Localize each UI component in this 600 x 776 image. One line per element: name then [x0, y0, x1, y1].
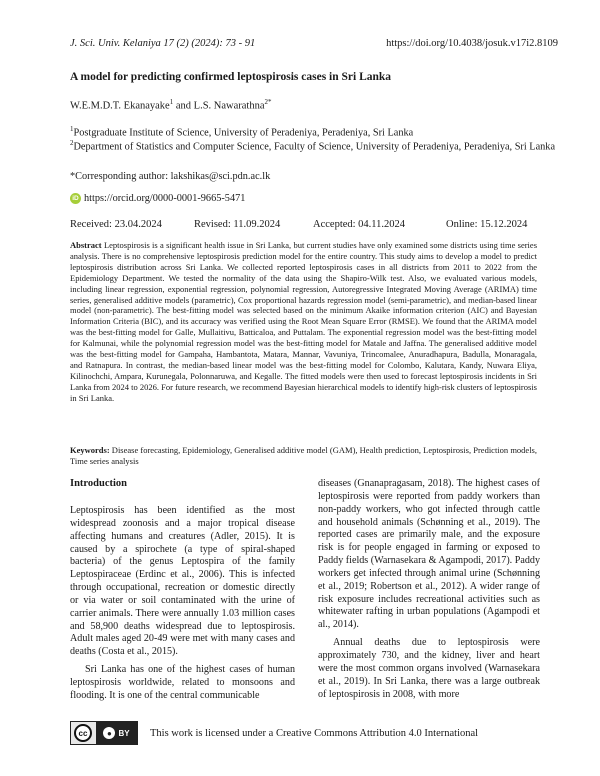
paragraph: Leptospirosis has been identified as the most widespread zoonosis and a major tropical disease affecting humans and creatures (Adler, 2015). It is caused by a spirochete (a type of spiral-shaped bacteria) of the genus Leptospira of the family Leptospiraceae (Erdinc et al., 2006). This is infected through occupational, recreation or domestic directly or via water or soil contaminated with the urine of carrier animals. There were annually 1.03 million cases and 58,900 deaths widespread due to leptospirosis. Adult males aged 20-49 were met with many cases and deaths (Costa et al., 2015).	[70, 505, 295, 658]
paragraph: Annual deaths due to leptospirosis were approximately 730, and the kidney, liver and heart were the most common organs involved (Warnasekara et al., 2019). In Sri Lanka, there was a large outbreak of leptospirosis in 2008, with more	[318, 637, 540, 700]
license-text: This work is licensed under a Creative Commons Attribution 4.0 International	[150, 727, 479, 739]
date-accepted: Accepted: 04.11.2024	[313, 219, 406, 230]
attribution-icon	[96, 722, 137, 744]
by-label: BY	[118, 728, 130, 738]
author-name: W.E.M.D.T. Ekanayake	[70, 100, 170, 112]
author-connector: and	[173, 100, 194, 112]
abstract	[70, 240, 537, 404]
date-online: Online: 15.12.2024	[446, 219, 528, 230]
orcid-link[interactable]	[70, 193, 245, 204]
affiliation-mark: 1	[70, 125, 74, 133]
journal-citation: J. Sci. Univ. Kelaniya 17 (2) (2024): 73 - 91	[70, 38, 256, 49]
author-affiliation-mark: 1	[169, 98, 174, 106]
person-icon: ●	[103, 727, 115, 739]
paragraph: diseases (Gnanapragasam, 2018). The highest cases of leptospirosis were reported from paddy workers than non-paddy workers, who got infected through cattle and household animals (Schønning et al., 2019). The reported cases are primarily male, and the exposure risk is for people engaged in farming or exposed to Paddy fields (Warnasekara & Agampodi, 2017). Paddy workers get infected through animal urine (Schønning et al., 2019; Robertson et al., 2012). A wider range of risk exposure includes recreational activities such as whitewater rafting in urban populations (Agampodi et al., 2014).	[318, 478, 540, 631]
section-heading-introduction: Introduction	[70, 478, 127, 489]
abstract-text: Leptospirosis is a significant health issue in Sri Lanka, but current studies have only examined some districts using time series analysis. There is no comprehensive leptospirosis prediction model for the entire country. This study aims to develop a model to predict leptospirosis distribution across Sri Lanka. We collected reported leptospirosis cases in all districts from 2011 to 2022 from the Epidemiology Department. We tested the normality of the data using the Shapiro-Wilk test. Also, we evaluated various models, including linear regression, exponential regression, polynomial regression, Autoregressive Integrated Moving Average (ARIMA) time series, generalised additive models (parametric), Cox proportional hazards regression model (semi-parametric), and median-based linear model (non-parametric). The best-fitting model was selected based on the minimum Akaike information criterion (AIC) and Bayesian Information Criteria (BIC), and its accuracy was verified using the Root Mean Square Error (RMSE). We found that the ARIMA model was the best-fitting model for Galle, Mullaitivu, Batticaloa, and Puttalam. The exponential regression model was the best-fitting model for Kalmunai, while the polynomial regression model was the best-fitting model for Matale and Jaffna. The generalised additive model was the best-fitting model for Gampaha, Hambantota, Matara, Mannar, Vavuniya, Trincomalee, Anuradhapura, Badulla, Monaragala, and Ratnapura. In contrast, the median-based linear model was the best-fitting model for Colombo, Kalutara, Kandy, Nuwara Eliya, Kilinochchi, Ampara, Kurunegala, Polonnaruwa, and Kegalle. The fitted models were then used to forecast leptospirosis incidents in Sri Lanka from 2024 to 2026. For future research, we recommend Bayesian hierarchical models to identify high-risk clusters of leptospirosis in Sri Lanka.	[70, 240, 537, 403]
abstract-label: Abstract	[70, 240, 102, 250]
corresponding-author: *Corresponding author: lakshikas@sci.pdn.ac.lk	[70, 171, 271, 182]
paragraph: Sri Lanka has one of the highest cases of human leptospirosis worldwide, related to monsoons and flooding. It is one of the central communicable	[70, 664, 295, 701]
affiliation-text: Department of Statistics and Computer Science, Faculty of Science, University of Peradeniya, Peradeniya, Sri Lanka	[73, 141, 556, 153]
keywords	[70, 445, 537, 467]
affiliation-2	[70, 137, 560, 154]
keywords-text: Disease forecasting, Epidemiology, Generalised additive model (GAM), Health prediction, Leptospirosis, Prediction models, Time series analysis	[70, 445, 537, 466]
affiliation-mark: 2	[70, 139, 74, 147]
date-received: Received: 23.04.2024	[70, 219, 162, 230]
left-column	[70, 505, 295, 703]
cc-by-badge[interactable]	[70, 721, 138, 745]
creative-commons-icon: cc	[74, 724, 92, 742]
author-name: L.S. Nawarathna	[193, 100, 265, 112]
author-affiliation-mark: 2*	[264, 98, 272, 106]
right-column	[318, 478, 540, 701]
article-title: A model for predicting confirmed leptospirosis cases in Sri Lanka	[70, 71, 392, 83]
date-revised: Revised: 11.09.2024	[194, 219, 281, 230]
author-list	[70, 98, 272, 112]
affiliation-text: Postgraduate Institute of Science, University of Peradeniya, Peradeniya, Sri Lanka	[73, 127, 414, 139]
orcid-icon: iD	[70, 193, 81, 204]
doi-link[interactable]: https://doi.org/10.4038/josuk.v17i2.8109	[386, 38, 558, 49]
keywords-label: Keywords:	[70, 445, 110, 455]
license-footer	[70, 721, 478, 745]
orcid-url[interactable]: https://orcid.org/0000-0001-9665-5471	[84, 193, 246, 204]
